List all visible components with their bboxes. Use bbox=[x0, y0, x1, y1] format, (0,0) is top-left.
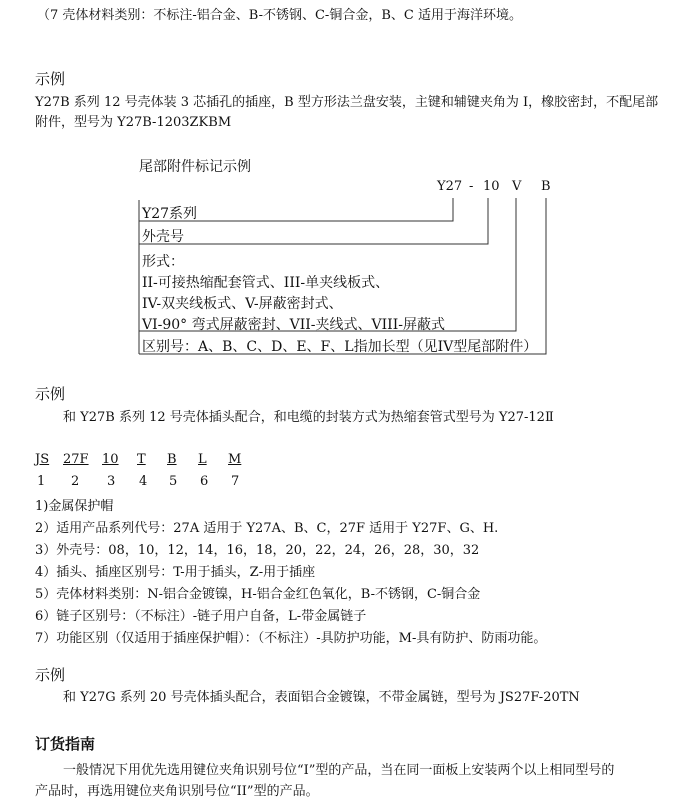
js-code-number: 6 bbox=[200, 474, 209, 489]
ordering-text: 一般情况下用优先选用键位夹角识别号位“I”型的产品，当在同一面板上安装两个以上相同型号的 bbox=[63, 763, 615, 778]
js-item: 3）外壳号：08，10，12，14，16，18，20，22，24，26，28，30，32 bbox=[35, 543, 480, 558]
js-item: 2）适用产品系列代号：27A 适用于 Y27A、B、C，27F 适用于 Y27F、G、H. bbox=[35, 521, 499, 536]
diagram-title: 尾部附件标记示例 bbox=[139, 159, 251, 175]
code-part-shell: 10 bbox=[483, 179, 500, 194]
js-code-part: M bbox=[228, 452, 242, 467]
js-code-number: 3 bbox=[107, 474, 116, 489]
js-code-part: B bbox=[167, 452, 177, 467]
example-heading: 示例 bbox=[35, 385, 66, 403]
diagram-form-line: II-可接热缩配套管式、III-单夹线板式、 bbox=[142, 275, 390, 291]
top-note: （7 壳体材料类别：不标注-铝合金、B-不锈钢、C-铜合金，B、C 适用于海洋环境。 bbox=[37, 8, 522, 23]
example-text: 附件，型号为 Y27B-1203ZKBM bbox=[35, 115, 232, 130]
example-text: 和 Y27G 系列 20 号壳体插头配合，表面铝合金镀镍，不带金属链，型号为 JS27F-20TN bbox=[63, 690, 580, 705]
diagram-form-line: VI-90° 弯式屏蔽密封、VII-夹线式、VIII-屏蔽式 bbox=[142, 317, 445, 333]
js-item: 7）功能区别（仅适用于插座保护帽）：（不标注）-具防护功能，M-具有防护、防雨功能。 bbox=[35, 631, 547, 646]
js-code-part: T bbox=[137, 452, 146, 467]
code-part-dash: - bbox=[469, 179, 474, 194]
js-code-part: 27F bbox=[63, 452, 89, 467]
js-item: 1)金属保护帽 bbox=[35, 499, 114, 514]
example-text: Y27B 系列 12 号壳体装 3 芯插孔的插座，B 型方形法兰盘安装，主键和辅键夹角为 I，橡胶密封，不配尾部 bbox=[35, 95, 659, 110]
code-part-series: Y27 bbox=[437, 179, 463, 194]
js-item: 4）插头、插座区别号：T-用于插头，Z-用于插座 bbox=[35, 565, 316, 580]
diagram-shell-label: 外壳号 bbox=[142, 229, 184, 245]
js-item: 6）链子区别号：（不标注）-链子用户自备，L-带金属链子 bbox=[35, 609, 367, 624]
ordering-text: 产品时，再选用键位夹角识别号位“II”型的产品。 bbox=[35, 784, 319, 799]
js-code-number: 7 bbox=[231, 474, 240, 489]
example-heading: 示例 bbox=[35, 70, 66, 88]
js-code-number: 1 bbox=[37, 474, 46, 489]
code-part-diff: B bbox=[541, 179, 551, 194]
js-item: 5）壳体材料类别：N-铝合金镀镍，H-铝合金红色氧化，B-不锈钢，C-铜合金 bbox=[35, 587, 481, 602]
js-code-part: L bbox=[198, 452, 207, 467]
example-text: 和 Y27B 系列 12 号壳体插头配合，和电缆的封装方式为热缩套管式型号为 Y27-12Ⅱ bbox=[63, 410, 554, 425]
js-code-part: JS bbox=[35, 452, 50, 467]
ordering-heading: 订货指南 bbox=[35, 735, 96, 753]
diagram-series-label: Y27系列 bbox=[142, 206, 198, 222]
js-code-number: 2 bbox=[71, 474, 80, 489]
js-code-number: 5 bbox=[169, 474, 178, 489]
example-heading: 示例 bbox=[35, 666, 66, 684]
diagram-diff-label: 区别号：A、B、C、D、E、F、L指加长型（见IV型尾部附件） bbox=[142, 339, 538, 355]
js-code-number: 4 bbox=[139, 474, 148, 489]
diagram-form-line: IV-双夹线板式、V-屏蔽密封式、 bbox=[142, 296, 343, 312]
js-code-part: 10 bbox=[102, 452, 119, 467]
code-part-form: V bbox=[512, 179, 522, 194]
diagram-form-title: 形式： bbox=[142, 254, 184, 270]
